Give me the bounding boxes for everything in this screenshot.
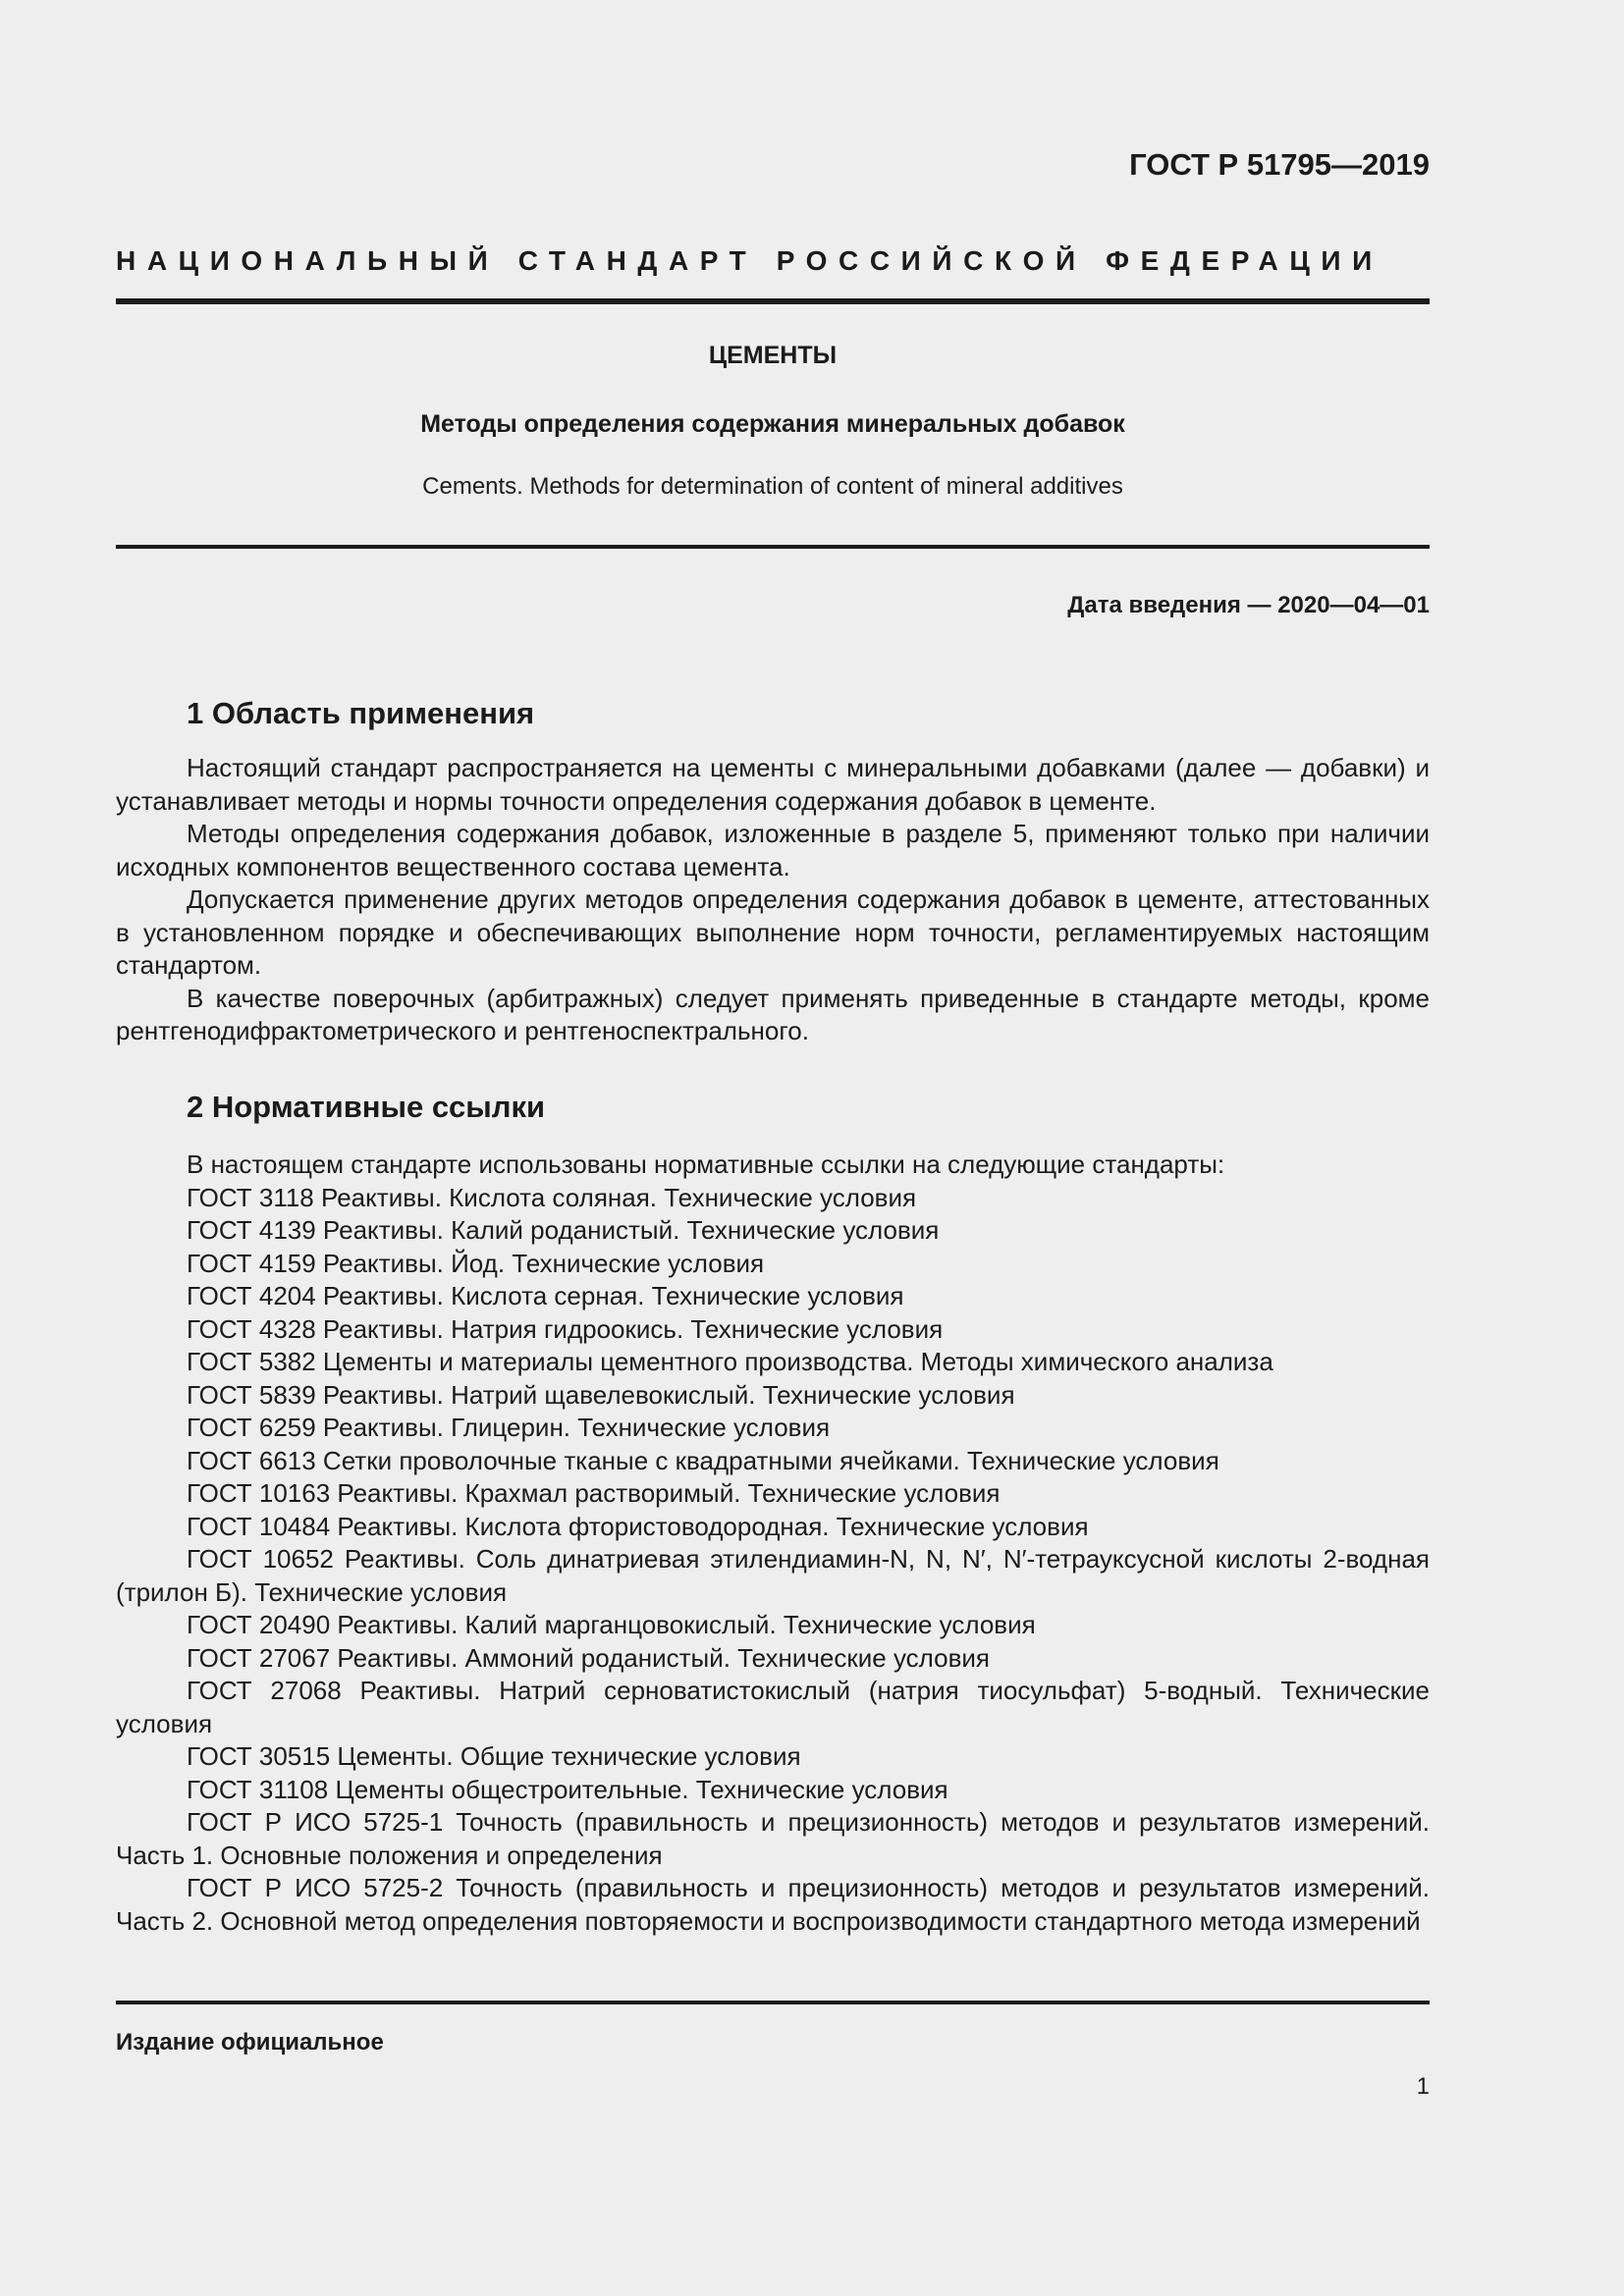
reference-item: ГОСТ 4328 Реактивы. Натрия гидроокись. Технические условия: [187, 1313, 944, 1344]
official-edition-label: Издание официальное: [116, 2029, 384, 2056]
reference-item: ГОСТ 5382 Цементы и материалы цементного производства. Методы химического анализа: [187, 1347, 1273, 1376]
reference-item: ГОСТ 10163 Реактивы. Крахмал растворимый. Технические условия: [187, 1478, 1001, 1508]
footer-divider: [116, 2001, 1430, 2004]
section-1-body: [116, 752, 1430, 1048]
page-number: 1: [1416, 2073, 1430, 2100]
reference-item: ГОСТ 6259 Реактивы. Глицерин. Технические условия: [187, 1413, 831, 1442]
reference-item: ГОСТ 27067 Реактивы. Аммоний роданистый. Технические условия: [187, 1642, 990, 1673]
reference-item: ГОСТ 30515 Цементы. Общие технические условия: [187, 1741, 801, 1771]
intro-date: Дата введения — 2020—04—01: [1067, 592, 1430, 618]
title-divider: [116, 545, 1430, 549]
reference-item: ГОСТ 20490 Реактивы. Калий марганцовокислый. Технические условия: [187, 1610, 1036, 1639]
reference-item: ГОСТ 3118 Реактивы. Кислота соляная. Технические условия: [187, 1182, 917, 1212]
section-1-paragraph: Методы определения содержания добавок, изложенные в разделе 5, применяют только при наличии исходных компонентов вещественного состава цемента.: [116, 819, 1430, 881]
reference-item: ГОСТ Р ИСО 5725-2 Точность (правильность и прецизионность) методов и результатов измерений. Часть 2. Основной метод определения повторяемости и воспроизводимости стандартного метода измерений: [116, 1873, 1430, 1936]
section-1-heading: 1 Область применения: [187, 696, 535, 730]
reference-item: ГОСТ 6613 Сетки проволочные тканые с квадратными ячейками. Технические условия: [187, 1445, 1219, 1475]
standard-title: НАЦИОНАЛЬНЫЙ СТАНДАРТ РОССИЙСКОЙ ФЕДЕРАЦИИ: [116, 245, 1383, 276]
reference-item: ГОСТ 10484 Реактивы. Кислота фтористоводородная. Технические условия: [187, 1511, 1089, 1541]
reference-item: ГОСТ 4204 Реактивы. Кислота серная. Технические условия: [187, 1281, 904, 1310]
doc-english-title: Cements. Methods for determination of content of mineral additives: [422, 473, 1123, 500]
reference-item: ГОСТ 31108 Цементы общестроительные. Технические условия: [187, 1774, 948, 1804]
section-1-paragraph: В качестве поверочных (арбитражных) следует применять приведенные в стандарте методы, кроме рентгенодифрактометрического и рентгеноспектрального.: [116, 983, 1430, 1045]
section-2-heading: 2 Нормативные ссылки: [187, 1090, 546, 1124]
doc-number: ГОСТ Р 51795—2019: [1129, 147, 1430, 182]
header-divider: [116, 298, 1430, 304]
section-1-paragraph: Настоящий стандарт распространяется на цементы с минеральными добавками (далее — добавки) и устанавливает методы и нормы точности определения содержания добавок в цементе.: [116, 753, 1430, 816]
reference-item: ГОСТ Р ИСО 5725-1 Точность (правильность и прецизионность) методов и результатов измерений. Часть 1. Основные положения и определения: [116, 1807, 1430, 1870]
doc-subtitle: Методы определения содержания минеральных добавок: [420, 410, 1125, 438]
doc-heading: ЦЕМЕНТЫ: [708, 342, 838, 369]
reference-item: ГОСТ 10652 Реактивы. Соль динатриевая этилендиамин-N, N, N′, N′-тетрауксусной кислоты 2-водная (трилон Б). Технические условия: [116, 1544, 1430, 1607]
references-intro: В настоящем стандарте использованы нормативные ссылки на следующие стандарты:: [187, 1149, 1225, 1179]
reference-item: ГОСТ 4139 Реактивы. Калий роданистый. Технические условия: [187, 1215, 940, 1245]
reference-item: ГОСТ 4159 Реактивы. Йод. Технические условия: [187, 1248, 765, 1278]
reference-item: ГОСТ 27068 Реактивы. Натрий серноватистокислый (натрия тиосульфат) 5-водный. Технические условия: [116, 1676, 1430, 1738]
reference-item: ГОСТ 5839 Реактивы. Натрий щавелевокислый. Технические условия: [187, 1379, 1015, 1410]
section-1-paragraph: Допускается применение других методов определения содержания добавок в цементе, аттестованных в установленном порядке и обеспечивающих выполнение норм точности, регламентируемых настоящим стандартом.: [116, 884, 1430, 980]
section-2-body: [116, 1148, 1430, 1938]
